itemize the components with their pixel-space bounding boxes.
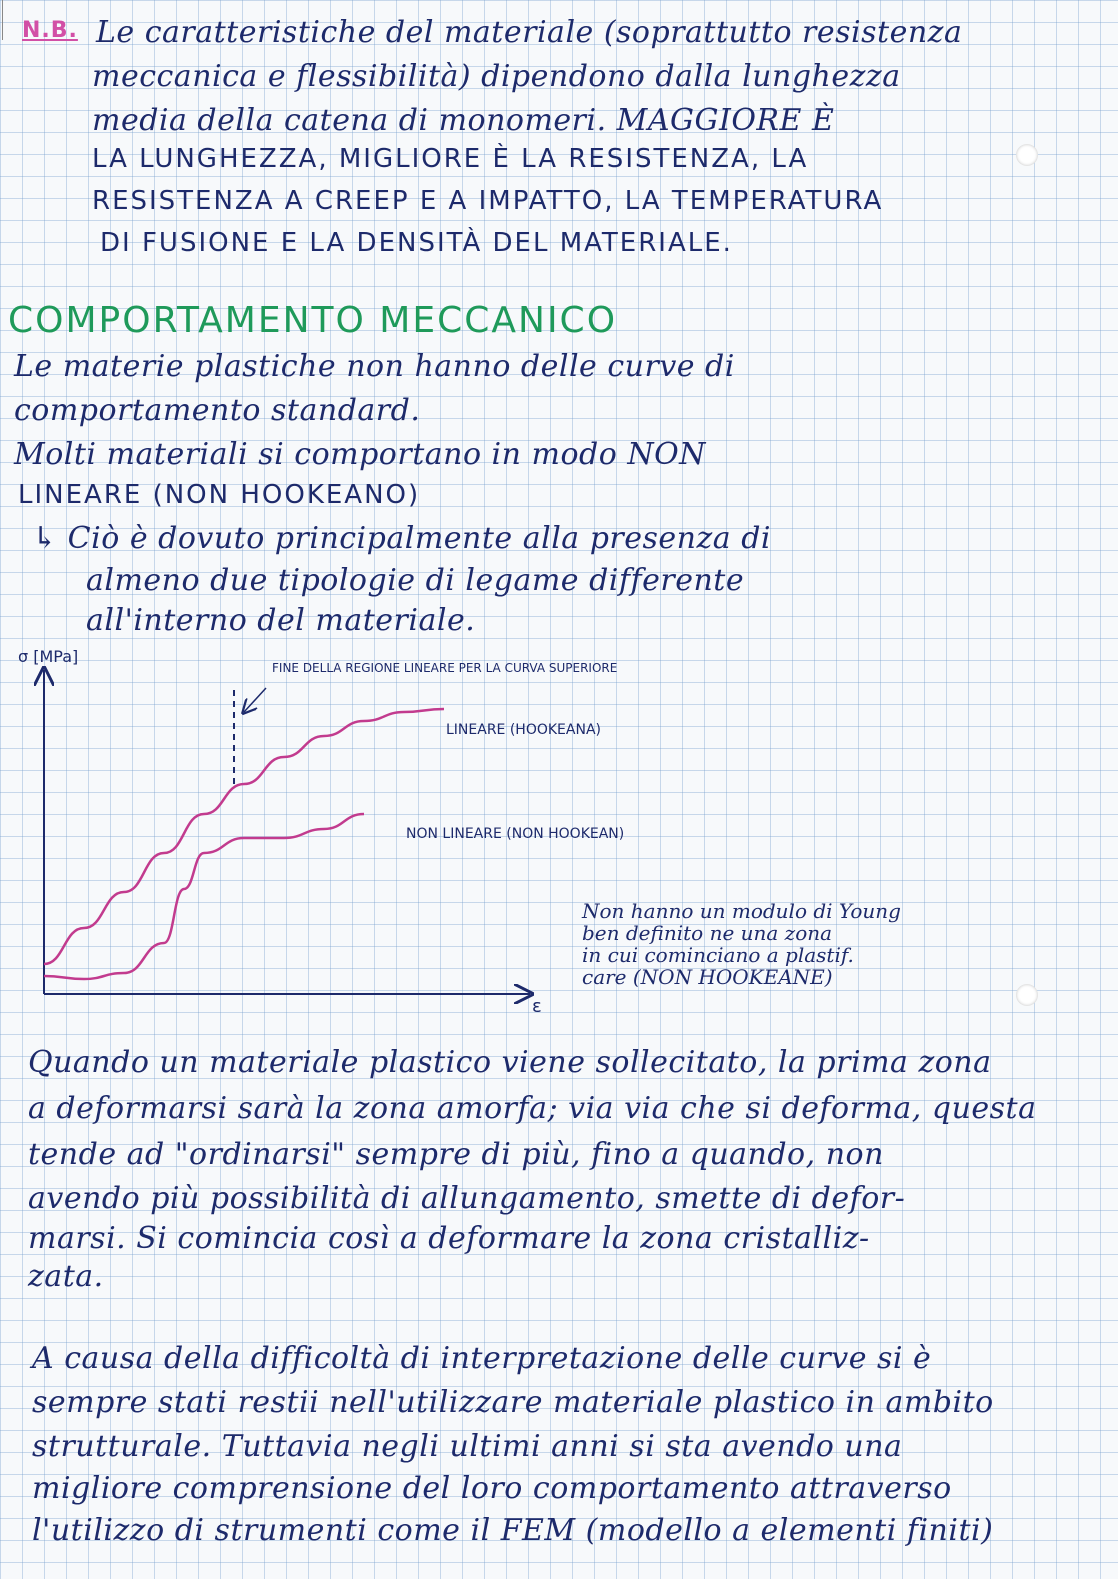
series-label-linear: LINEARE (HOOKEANA) xyxy=(446,722,601,738)
text-line: Molti materiali si comportano in modo NON xyxy=(14,437,706,472)
section-heading: COMPORTAMENTO MECCANICO xyxy=(8,300,618,341)
text-line: Le materie plastiche non hanno delle curve di xyxy=(14,349,735,384)
chart-side-note xyxy=(582,900,1012,988)
text-line: a deformarsi sarà la zona amorfa; via via che si deforma, questa xyxy=(28,1091,1037,1126)
text-line: DI FUSIONE E LA DENSITÀ DEL MATERIALE. xyxy=(100,228,733,258)
note-line: in cui cominciano a plastif. xyxy=(582,943,854,967)
note-line: Non hanno un modulo di Young xyxy=(582,899,901,923)
text-line: comportamento standard. xyxy=(14,393,421,428)
text-line: all'interno del materiale. xyxy=(86,603,476,638)
text-line: meccanica e flessibilità) dipendono dalla lunghezza xyxy=(92,59,901,94)
text-line: media della catena di monomeri. MAGGIORE È xyxy=(92,103,835,138)
text-line: marsi. Si comincia così a deformare la zona cristalliz- xyxy=(28,1221,870,1256)
series-line-nonlinear xyxy=(44,814,364,979)
text-line: LA LUNGHEZZA, MIGLIORE È LA RESISTENZA, LA xyxy=(92,144,809,174)
series-label-nonlinear: NON LINEARE (NON HOOKEAN) xyxy=(406,826,625,842)
text-line: Le caratteristiche del materiale (soprattutto resistenza xyxy=(96,15,963,50)
text-line: RESISTENZA A CREEP E A IMPATTO, LA TEMPERATURA xyxy=(92,186,884,216)
text-line: LINEARE (NON HOOKEANO) xyxy=(18,480,421,510)
x-axis-label: ε xyxy=(532,996,542,1017)
y-axis-label: σ [MPa] xyxy=(18,647,79,666)
text-line: l'utilizzo di strumenti come il FEM (modello a elementi finiti) xyxy=(32,1513,994,1548)
text-line: almeno due tipologie di legame differente xyxy=(86,563,745,598)
note-line: care (NON HOOKEANE) xyxy=(582,965,833,989)
text-line: A causa della difficoltà di interpretazione delle curve si è xyxy=(32,1341,932,1376)
text-line: Quando un materiale plastico viene sollecitato, la prima zona xyxy=(28,1045,992,1080)
text-line: zata. xyxy=(28,1259,104,1294)
note-line: ben definito ne una zona xyxy=(582,921,833,945)
annotation-text: FINE DELLA REGIONE LINEARE PER LA CURVA SUPERIORE xyxy=(272,661,618,675)
annotation-arrow xyxy=(244,688,266,712)
nb-label: N.B. xyxy=(22,18,78,43)
margin-line xyxy=(2,0,3,40)
binder-hole xyxy=(1016,984,1038,1006)
binder-hole xyxy=(1016,144,1038,166)
text-line: migliore comprensione del loro comportamento attraverso xyxy=(32,1471,952,1506)
text-line: sempre stati restii nell'utilizzare materiale plastico in ambito xyxy=(32,1385,994,1420)
text-line: ↳ Ciò è dovuto principalmente alla presenza di xyxy=(32,521,772,556)
text-line: avendo più possibilità di allungamento, smette di defor- xyxy=(28,1181,906,1216)
series-line-linear xyxy=(44,709,444,964)
text-line: tende ad "ordinarsi" sempre di più, fino a quando, non xyxy=(28,1137,884,1172)
text-line: strutturale. Tuttavia negli ultimi anni si sta avendo una xyxy=(32,1429,903,1464)
